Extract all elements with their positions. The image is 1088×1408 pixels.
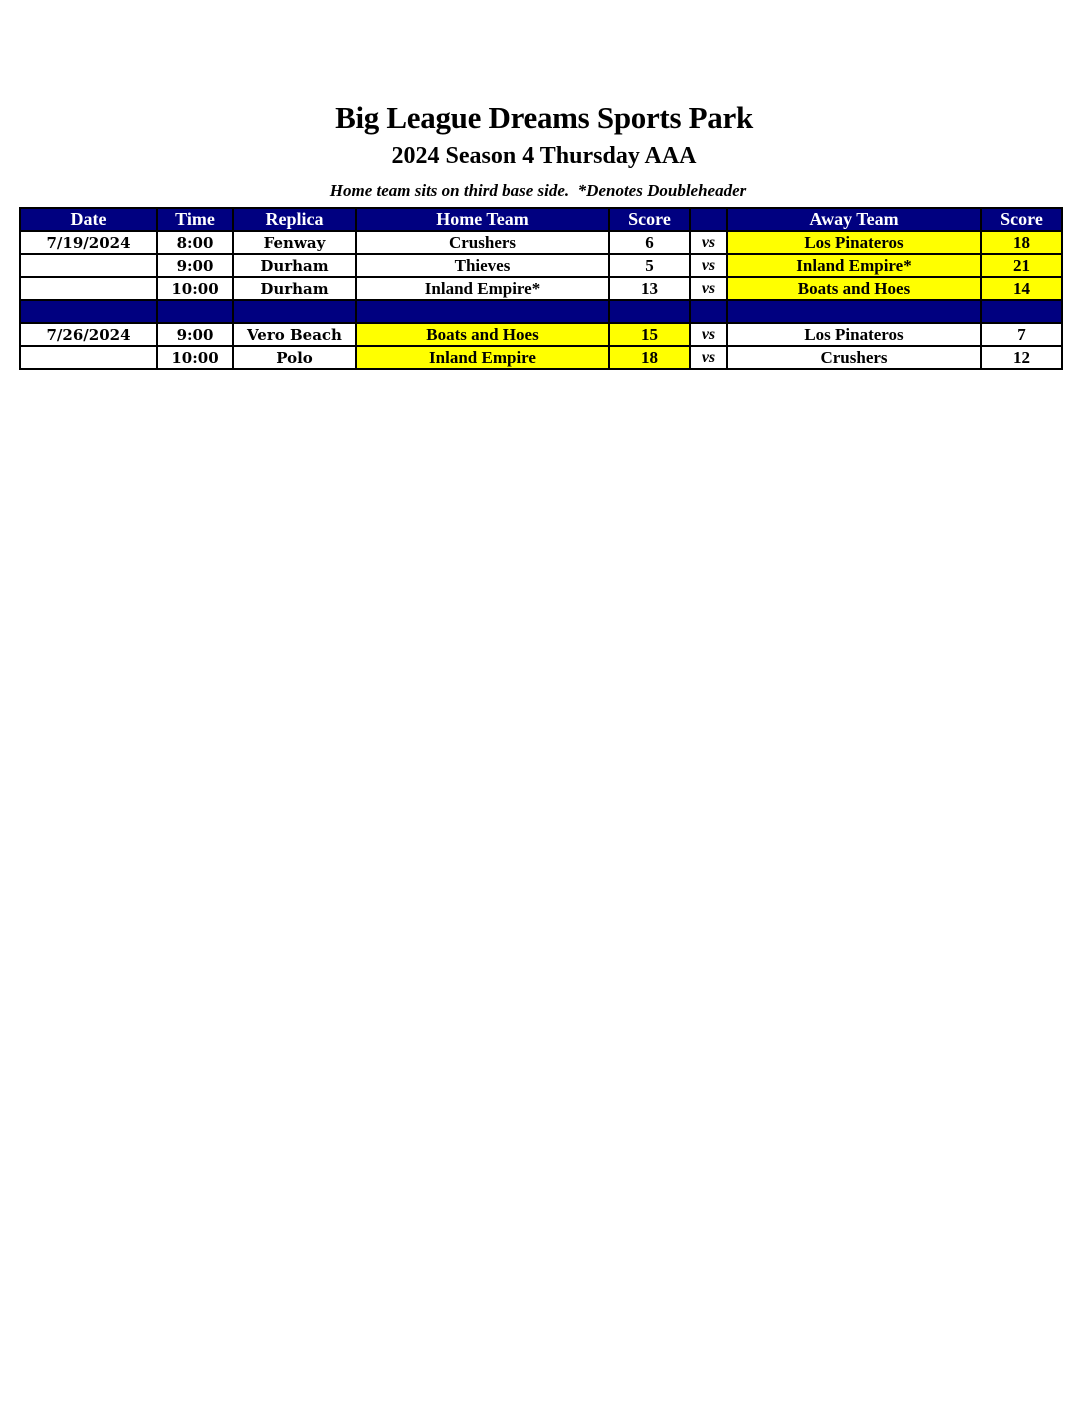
- cell-home-team: Thieves: [356, 254, 609, 277]
- cell-date: [20, 254, 157, 277]
- separator-cell: [20, 300, 157, 323]
- schedule-table: [19, 207, 1063, 370]
- cell-away-team: Crushers: [727, 346, 981, 369]
- column-header-vs: [690, 208, 727, 231]
- column-header-away-score: Score: [981, 208, 1062, 231]
- cell-away-score: 14: [981, 277, 1062, 300]
- cell-home-score: 18: [609, 346, 690, 369]
- column-header-date: Date: [20, 208, 157, 231]
- cell-away-score: 18: [981, 231, 1062, 254]
- cell-vs: vs: [690, 346, 727, 369]
- page-title: Big League Dreams Sports Park: [335, 100, 753, 135]
- schedule-note: Home team sits on third base side. *Denotes Doubleheader: [329, 181, 747, 200]
- column-header-home-score: Score: [609, 208, 690, 231]
- cell-away-score: 21: [981, 254, 1062, 277]
- cell-time: 10:00: [157, 346, 233, 369]
- table-row: [20, 277, 1062, 300]
- column-header-replica: Replica: [233, 208, 356, 231]
- table-row: [20, 346, 1062, 369]
- cell-replica: Fenway: [233, 231, 356, 254]
- cell-time: 10:00: [157, 277, 233, 300]
- cell-time: 9:00: [157, 254, 233, 277]
- cell-away-team: Los Pinateros: [727, 231, 981, 254]
- cell-away-team: Inland Empire*: [727, 254, 981, 277]
- cell-time: 9:00: [157, 323, 233, 346]
- separator-cell: [609, 300, 690, 323]
- cell-vs: vs: [690, 231, 727, 254]
- cell-away-team: Boats and Hoes: [727, 277, 981, 300]
- cell-away-team: Los Pinateros: [727, 323, 981, 346]
- cell-replica: Vero Beach: [233, 323, 356, 346]
- cell-home-score: 13: [609, 277, 690, 300]
- cell-vs: vs: [690, 277, 727, 300]
- cell-home-score: 6: [609, 231, 690, 254]
- cell-time: 8:00: [157, 231, 233, 254]
- cell-home-score: 5: [609, 254, 690, 277]
- cell-date: [20, 277, 157, 300]
- cell-home-team: Crushers: [356, 231, 609, 254]
- cell-home-team: Inland Empire: [356, 346, 609, 369]
- week-separator-row: [20, 300, 1062, 323]
- column-header-time: Time: [157, 208, 233, 231]
- separator-cell: [981, 300, 1062, 323]
- cell-replica: Durham: [233, 254, 356, 277]
- cell-date: [20, 346, 157, 369]
- cell-home-team: Inland Empire*: [356, 277, 609, 300]
- cell-home-score: 15: [609, 323, 690, 346]
- cell-away-score: 12: [981, 346, 1062, 369]
- cell-date: 7/26/2024: [20, 323, 157, 346]
- cell-home-team: Boats and Hoes: [356, 323, 609, 346]
- page-subtitle: 2024 Season 4 Thursday AAA: [391, 143, 697, 169]
- separator-cell: [233, 300, 356, 323]
- cell-vs: vs: [690, 254, 727, 277]
- table-row: [20, 254, 1062, 277]
- cell-away-score: 7: [981, 323, 1062, 346]
- cell-replica: Polo: [233, 346, 356, 369]
- cell-replica: Durham: [233, 277, 356, 300]
- table-row: [20, 323, 1062, 346]
- separator-cell: [356, 300, 609, 323]
- table-header-row: [20, 208, 1062, 231]
- column-header-home-team: Home Team: [356, 208, 609, 231]
- table-row: [20, 231, 1062, 254]
- separator-cell: [157, 300, 233, 323]
- column-header-away-team: Away Team: [727, 208, 981, 231]
- cell-date: 7/19/2024: [20, 231, 157, 254]
- separator-cell: [727, 300, 981, 323]
- separator-cell: [690, 300, 727, 323]
- cell-vs: vs: [690, 323, 727, 346]
